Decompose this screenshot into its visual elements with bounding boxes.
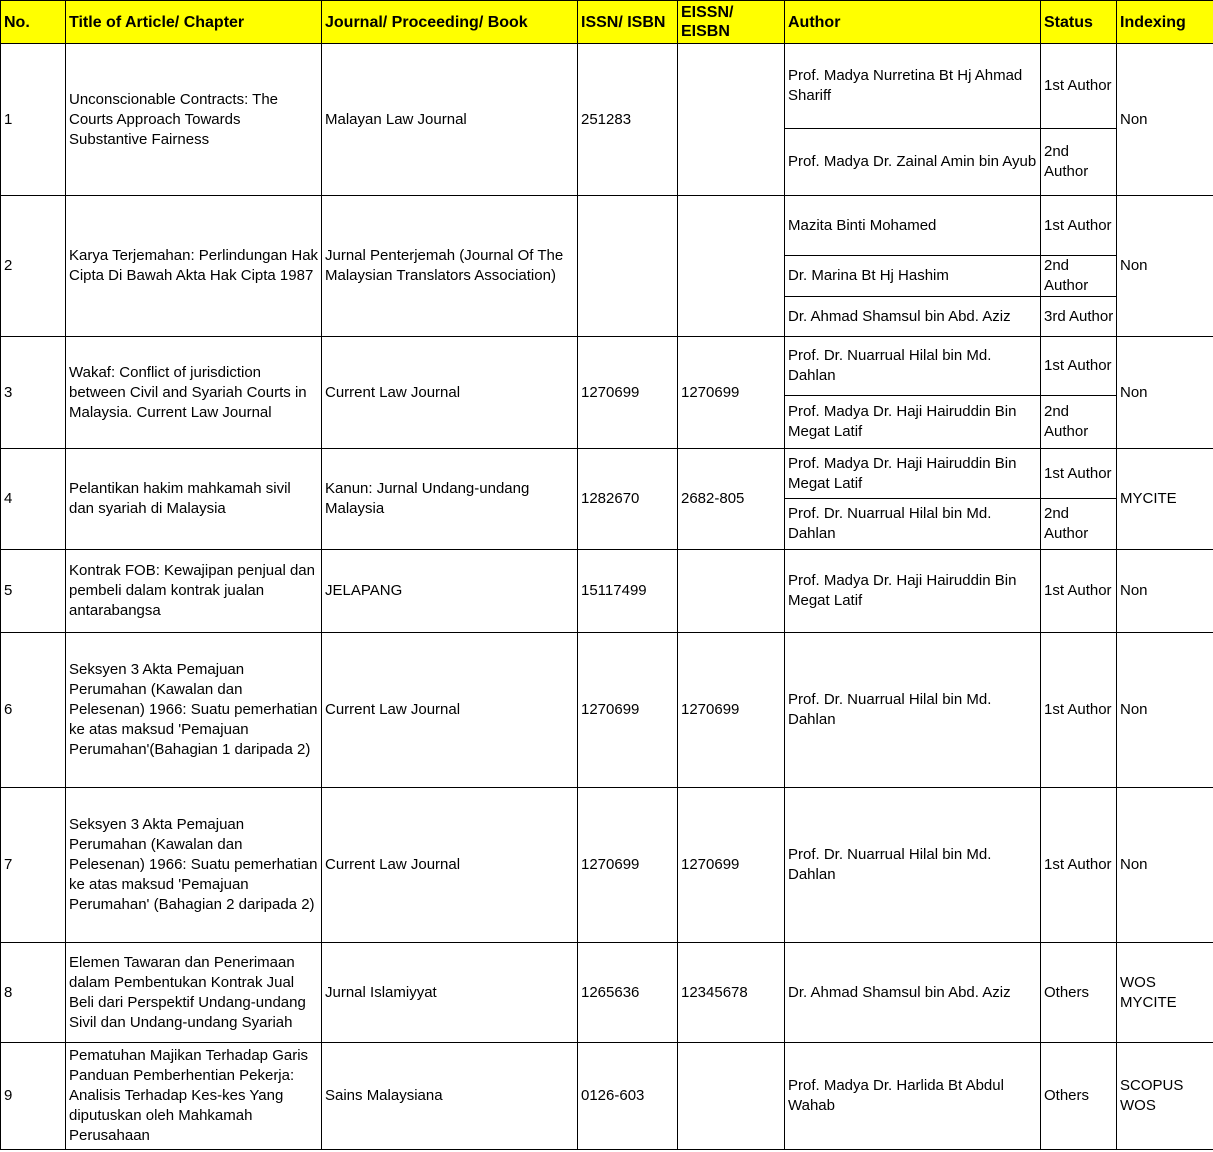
author-status: 2nd Author: [1041, 499, 1117, 550]
author-status: 2nd Author: [1041, 256, 1117, 297]
header-status: Status: [1041, 1, 1117, 44]
author-status: 1st Author: [1041, 196, 1117, 256]
header-issn: ISSN/ ISBN: [578, 1, 678, 44]
author-name: Dr. Marina Bt Hj Hashim: [785, 256, 1041, 297]
header-eissn: EISSN/ EISBN: [678, 1, 785, 44]
eissn-value: 12345678: [678, 943, 785, 1043]
header-indexing: Indexing: [1117, 1, 1213, 44]
eissn-value: 1270699: [678, 337, 785, 449]
table-row: [1, 449, 1213, 499]
table-row: [1, 44, 1213, 129]
author-status: 1st Author: [1041, 449, 1117, 499]
row-no: 3: [1, 337, 66, 449]
header-title: Title of Article/ Chapter: [66, 1, 322, 44]
table-row: [1, 550, 1213, 633]
journal-name: Malayan Law Journal: [322, 44, 578, 196]
row-no: 6: [1, 633, 66, 788]
table-row: [1, 337, 1213, 396]
row-no: 9: [1, 1043, 66, 1150]
journal-name: Jurnal Penterjemah (Journal Of The Malaysian Translators Association): [322, 196, 578, 337]
eissn-value: [678, 550, 785, 633]
article-title: Pelantikan hakim mahkamah sivil dan syariah di Malaysia: [66, 449, 322, 550]
author-status: Others: [1041, 1043, 1117, 1150]
issn-value: 15117499: [578, 550, 678, 633]
author-name: Prof. Dr. Nuarrual Hilal bin Md. Dahlan: [785, 788, 1041, 943]
author-name: Prof. Madya Dr. Haji Hairuddin Bin Megat Latif: [785, 550, 1041, 633]
author-status: Others: [1041, 943, 1117, 1043]
table-row: [1, 788, 1213, 943]
issn-value: 0126-603: [578, 1043, 678, 1150]
article-title: Seksyen 3 Akta Pemajuan Perumahan (Kawalan dan Pelesenan) 1966: Suatu pemerhatian ke atas maksud 'Pemajuan Perumahan'(Bahagian 1 daripada 2): [66, 633, 322, 788]
article-title: Pematuhan Majikan Terhadap Garis Panduan Pemberhentian Pekerja: Analisis Terhadap Kes-kes Yang diputuskan oleh Mahkamah Perusahaan: [66, 1043, 322, 1150]
issn-value: 1265636: [578, 943, 678, 1043]
author-status: 3rd Author: [1041, 297, 1117, 337]
row-no: 2: [1, 196, 66, 337]
row-no: 4: [1, 449, 66, 550]
journal-name: Current Law Journal: [322, 337, 578, 449]
author-status: 2nd Author: [1041, 129, 1117, 196]
author-name: Dr. Ahmad Shamsul bin Abd. Aziz: [785, 943, 1041, 1043]
author-name: Dr. Ahmad Shamsul bin Abd. Aziz: [785, 297, 1041, 337]
table-row: [1, 633, 1213, 788]
article-title: Wakaf: Conflict of jurisdiction between Civil and Syariah Courts in Malaysia. Current Law Journal: [66, 337, 322, 449]
article-title: Seksyen 3 Akta Pemajuan Perumahan (Kawalan dan Pelesenan) 1966: Suatu pemerhatian ke atas maksud 'Pemajuan Perumahan' (Bahagian 2 daripada 2): [66, 788, 322, 943]
row-no: 5: [1, 550, 66, 633]
indexing-value: Non: [1117, 44, 1213, 196]
indexing-value: Non: [1117, 633, 1213, 788]
row-no: 1: [1, 44, 66, 196]
author-name: Prof. Madya Nurretina Bt Hj Ahmad Shariff: [785, 44, 1041, 129]
table-row: [1, 1043, 1213, 1150]
issn-value: 251283: [578, 44, 678, 196]
article-title: Kontrak FOB: Kewajipan penjual dan pembeli dalam kontrak jualan antarabangsa: [66, 550, 322, 633]
author-status: 2nd Author: [1041, 396, 1117, 449]
eissn-value: 2682-805: [678, 449, 785, 550]
author-name: Prof. Dr. Nuarrual Hilal bin Md. Dahlan: [785, 337, 1041, 396]
indexing-value: MYCITE: [1117, 449, 1213, 550]
table-row: [1, 196, 1213, 256]
issn-value: [578, 196, 678, 337]
author-name: Prof. Madya Dr. Harlida Bt Abdul Wahab: [785, 1043, 1041, 1150]
author-status: 1st Author: [1041, 550, 1117, 633]
journal-name: Current Law Journal: [322, 788, 578, 943]
eissn-value: [678, 1043, 785, 1150]
author-name: Prof. Dr. Nuarrual Hilal bin Md. Dahlan: [785, 633, 1041, 788]
author-status: 1st Author: [1041, 44, 1117, 129]
author-status: 1st Author: [1041, 788, 1117, 943]
header-author: Author: [785, 1, 1041, 44]
journal-name: Current Law Journal: [322, 633, 578, 788]
journal-name: Kanun: Jurnal Undang-undang Malaysia: [322, 449, 578, 550]
row-no: 7: [1, 788, 66, 943]
article-title: Karya Terjemahan: Perlindungan Hak Cipta Di Bawah Akta Hak Cipta 1987: [66, 196, 322, 337]
issn-value: 1270699: [578, 337, 678, 449]
journal-name: JELAPANG: [322, 550, 578, 633]
eissn-value: 1270699: [678, 633, 785, 788]
author-name: Prof. Madya Dr. Zainal Amin bin Ayub: [785, 129, 1041, 196]
indexing-value: SCOPUS WOS: [1117, 1043, 1213, 1150]
author-name: Prof. Madya Dr. Haji Hairuddin Bin Megat Latif: [785, 449, 1041, 499]
author-name: Prof. Madya Dr. Haji Hairuddin Bin Megat Latif: [785, 396, 1041, 449]
eissn-value: [678, 196, 785, 337]
issn-value: 1282670: [578, 449, 678, 550]
indexing-value: WOS MYCITE: [1117, 943, 1213, 1043]
indexing-value: Non: [1117, 337, 1213, 449]
indexing-value: Non: [1117, 550, 1213, 633]
header-journal: Journal/ Proceeding/ Book: [322, 1, 578, 44]
journal-name: Jurnal Islamiyyat: [322, 943, 578, 1043]
issn-value: 1270699: [578, 788, 678, 943]
table-row: [1, 943, 1213, 1043]
eissn-value: 1270699: [678, 788, 785, 943]
journal-name: Sains Malaysiana: [322, 1043, 578, 1150]
header-no: No.: [1, 1, 66, 44]
header-row: [1, 1, 1213, 44]
author-status: 1st Author: [1041, 633, 1117, 788]
author-name: Prof. Dr. Nuarrual Hilal bin Md. Dahlan: [785, 499, 1041, 550]
indexing-value: Non: [1117, 788, 1213, 943]
eissn-value: [678, 44, 785, 196]
author-status: 1st Author: [1041, 337, 1117, 396]
row-no: 8: [1, 943, 66, 1043]
author-name: Mazita Binti Mohamed: [785, 196, 1041, 256]
article-title: Unconscionable Contracts: The Courts Approach Towards Substantive Fairness: [66, 44, 322, 196]
issn-value: 1270699: [578, 633, 678, 788]
indexing-value: Non: [1117, 196, 1213, 337]
article-title: Elemen Tawaran dan Penerimaan dalam Pembentukan Kontrak Jual Beli dari Perspektif Undang-undang Sivil dan Undang-undang Syariah: [66, 943, 322, 1043]
